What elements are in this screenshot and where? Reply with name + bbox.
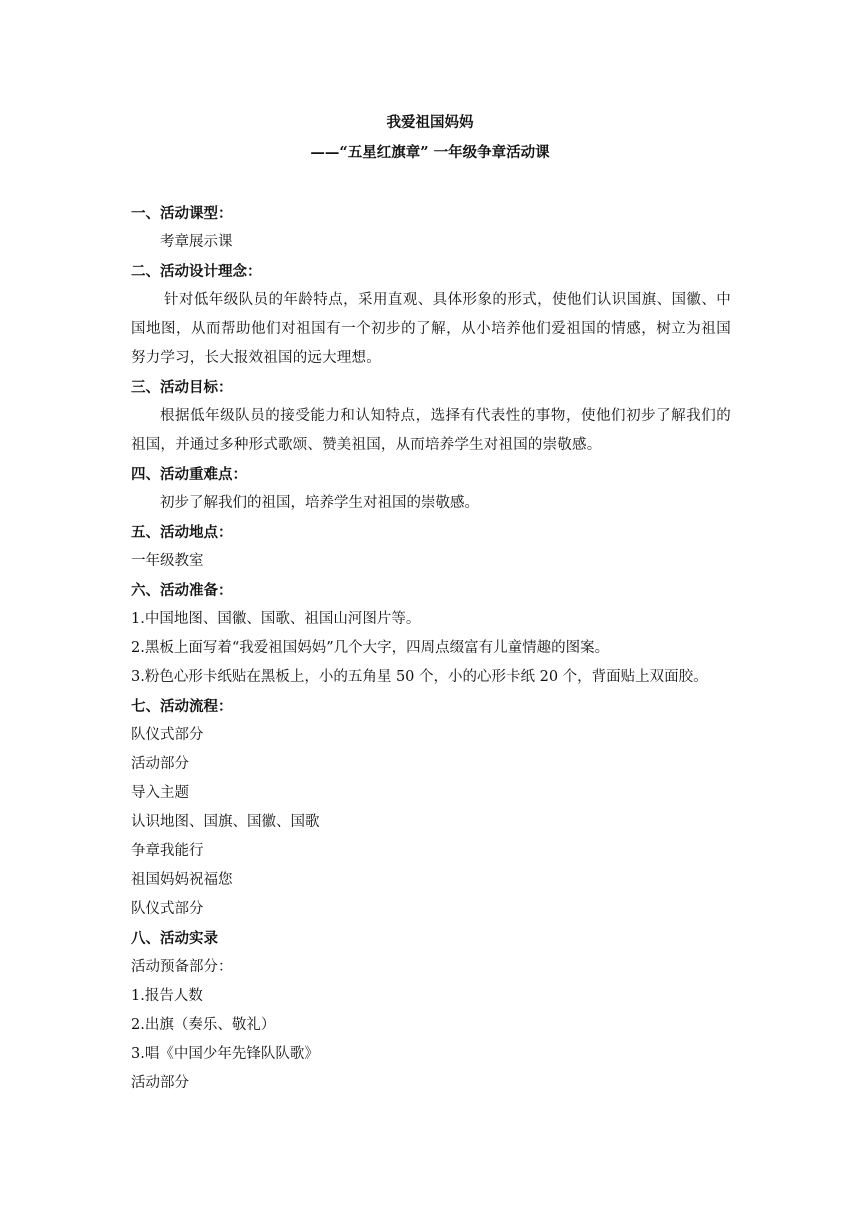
section-text-4: 初步了解我们的祖国，培养学生对祖国的崇敬感。 <box>160 495 479 511</box>
section-heading-6: 六、活动准备： <box>131 582 233 599</box>
list-item: 活动部分 <box>131 756 189 772</box>
section-heading-7: 七、活动流程： <box>131 698 233 715</box>
section-heading-4: 四、活动重难点： <box>131 466 247 483</box>
list-item: 导入主题 <box>131 785 189 801</box>
document-subtitle: ——“五星红旗章” 一年级争章活动课 <box>310 144 550 161</box>
section-text-1: 考章展示课 <box>160 234 233 250</box>
list-item: 活动预备部分： <box>131 959 233 975</box>
list-item: 1.报告人数 <box>131 988 203 1004</box>
section-heading-8: 八、活动实录 <box>131 930 218 947</box>
section-heading-5: 五、活动地点： <box>131 524 233 541</box>
section-heading-3: 三、活动目标： <box>131 379 233 396</box>
document-title: 我爱祖国妈妈 <box>386 114 474 131</box>
list-item: 队仪式部分 <box>131 901 204 917</box>
list-item: 认识地图、国旗、国徽、国歌 <box>131 814 320 830</box>
section-text-5: 一年级教室 <box>131 553 204 569</box>
list-item: 1.中国地图、国徽、国歌、祖国山河图片等。 <box>131 611 421 627</box>
section-text-3: 根据低年级队员的接受能力和认知特点，选择有代表性的事物，使他们初步了解我们的祖国，并通过多种形式歌颂、赞美祖国，从而培养学生对祖国的崇敬感。 <box>131 408 731 453</box>
list-item: 2.出旗（奏乐、敬礼） <box>131 1017 276 1033</box>
list-item: 祖国妈妈祝福您 <box>131 872 233 888</box>
list-item: 3.唱《中国少年先锋队队歌》 <box>131 1046 319 1062</box>
section-heading-2: 二、活动设计理念： <box>131 263 262 280</box>
document-body <box>131 199 731 1098</box>
list-item: 争章我能行 <box>131 843 204 859</box>
section-heading-1: 一、活动课型： <box>131 205 233 222</box>
list-item: 2.黑板上面写着“我爱祖国妈妈”几个大字，四周点缀富有儿童情趣的图案。 <box>131 640 610 656</box>
list-item: 队仪式部分 <box>131 727 204 743</box>
list-item: 3.粉色心形卡纸贴在黑板上，小的五角星 50 个，小的心形卡纸 20 个，背面贴上双面胶。 <box>131 669 708 685</box>
list-item: 活动部分 <box>131 1075 189 1091</box>
section-text-2: 针对低年级队员的年龄特点，采用直观、具体形象的形式，使他们认识国旗、国徽、中国地图，从而帮助他们对祖国有一个初步的了解，从小培养他们爱祖国的情感，树立为祖国努力学习，长大报效祖国的远大理想。 <box>131 292 731 366</box>
